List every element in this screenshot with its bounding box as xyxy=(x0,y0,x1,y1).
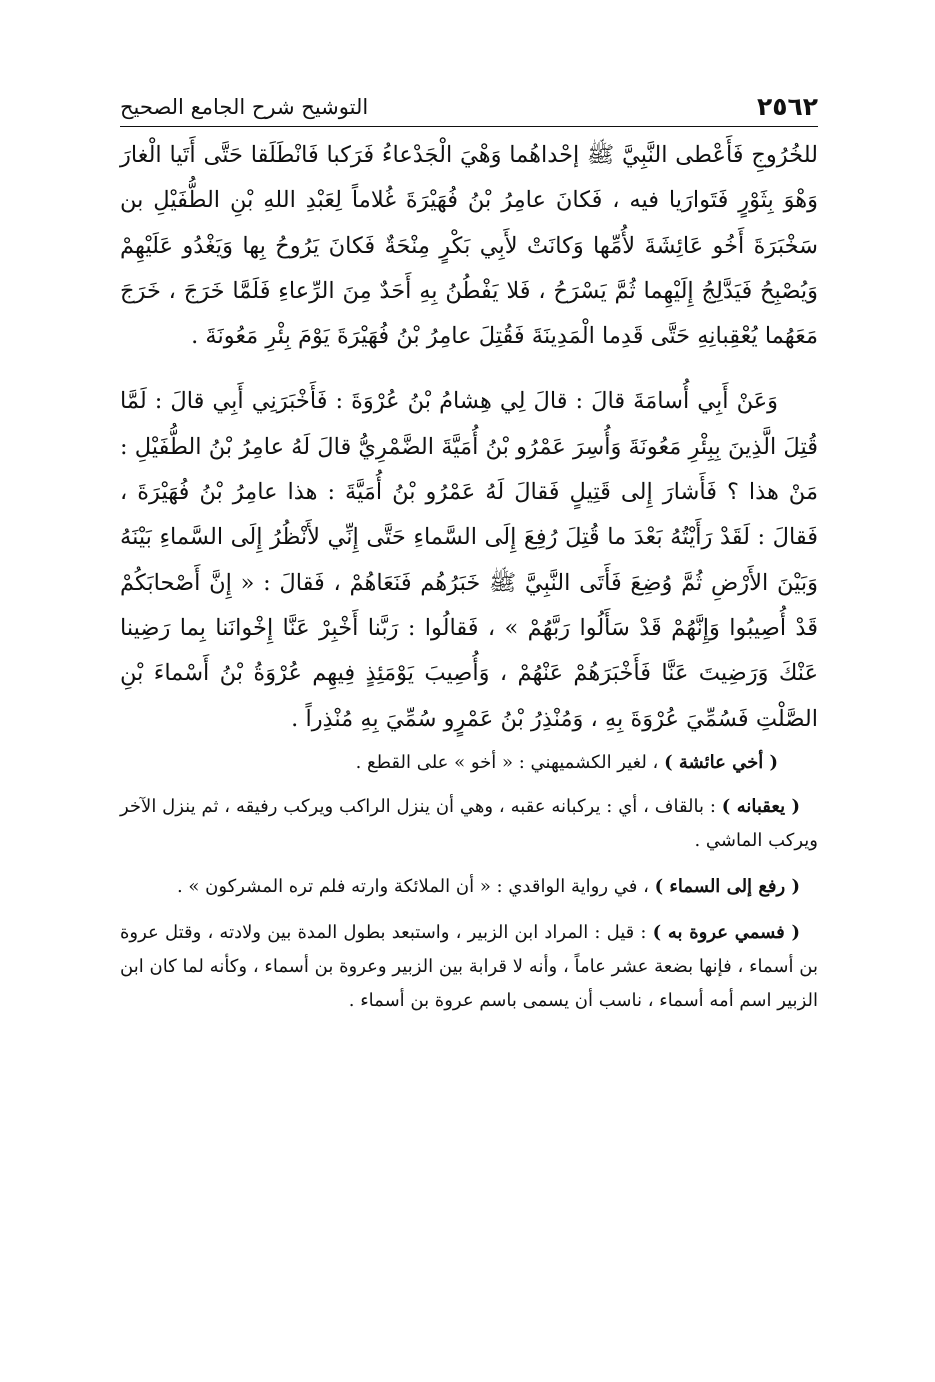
commentary-text: ، لغير الكشميهني : « أخو » على القطع . xyxy=(355,751,665,773)
commentary-text: : قيل : المراد ابن الزبير ، واستبعد بطول المدة بين ولادته ، وقتل عروة بن أسماء ، فإنها بضعة عشر عاماً ، وأنه لا قرابة بين الزبير وعروة بن أسماء ، وكأنه لما كان ابن الزبير اسم أمه أسماء ، ناسب أن يسمى باسم عروة بن أسماء . xyxy=(120,921,818,1011)
commentary-section xyxy=(120,746,818,1018)
commentary-text: : بالقاف ، أي : يركبانه عقبه ، وهي أن ينزل الراكب ويركب رفيقه ، ثم ينزل الآخر ويركب الماشي . xyxy=(120,795,818,851)
page-header xyxy=(120,78,818,127)
commentary-entry xyxy=(120,790,818,858)
commentary-entry xyxy=(120,870,818,904)
book-page xyxy=(120,78,818,1030)
commentary-term: ( أخي عائشة ) xyxy=(664,751,778,773)
commentary-entry xyxy=(120,916,818,1018)
commentary-text: ، في رواية الواقدي : « أن الملائكة وارته فلم تره المشركون » . xyxy=(176,875,655,897)
commentary-term: ( يعقبانه ) xyxy=(721,795,800,817)
commentary-entry xyxy=(120,746,818,780)
book-title: التوشيح شرح الجامع الصحيح xyxy=(120,95,369,119)
page-number: ٢٥٦٢ xyxy=(756,92,818,121)
commentary-term: ( رفع إلى السماء ) xyxy=(654,875,800,897)
hadith-paragraph-1: للخُرُوجِ فَأَعْطى النَّبِيَّ ﷺ إحْداهُما وَهْيَ الْجَدْعاءُ فَرَكبا فَانْطَلَقا حَتَّى أَتَيا الْغارَ وَهْوَ بِثَوْرٍ فَتَوارَيا فيه ، فَكانَ عامِرُ بْنُ فُهَيْرَةَ غُلاماً لِعَبْدِ اللهِ بْنِ الطُّفَيْلِ بن سَخْبَرَةَ أَخُو عَائِشَةَ لأُمِّها وَكانَتْ لأَبِي بَكْرٍ مِنْحَةٌ فَكانَ يَرُوحُ بِها وَيَغْدُو عَلَيْهِمْ وَيُصْبِحُ فَيَدَّلِجُ إِلَيْهِما ثُمَّ يَسْرَحُ ، فَلا يَفْطُنُ بِهِ أَحَدٌ مِنَ الرِّعاءِ فَلَمَّا خَرَجَ ، خَرَجَ مَعَهُما يُعْقِبانِهِ حَتَّى قَدِما الْمَدِينَةَ فَقُتِلَ عامِرُ بْنُ فُهَيْرَةَ يَوْمَ بِئْرِ مَعُونَةَ . xyxy=(120,142,818,350)
hadith-text xyxy=(120,133,818,742)
commentary-term: ( فسمي عروة به ) xyxy=(652,921,800,943)
hadith-paragraph-2: وَعَنْ أَبِي أُسامَةَ قالَ : قالَ لِي هِشامُ بْنُ عُرْوَةَ : فَأَخْبَرَنِي أَبِي قالَ : لَمَّا قُتِلَ الَّذِينَ بِبِئْرِ مَعُونَةَ وَأُسِرَ عَمْرُو بْنُ أُمَيَّةَ الضَّمْرِيُّ قالَ لَهُ عامِرُ بْنُ الطُّفَيْلِ : مَنْ هذا ؟ فَأَشارَ إِلى قَتِيلٍ فَقالَ لَهُ عَمْرُو بْنُ أُمَيَّةَ : هذا عامِرُ بْنُ فُهَيْرَةَ ، فَقالَ : لَقَدْ رَأَيْتُهُ بَعْدَ ما قُتِلَ رُفِعَ إِلَى السَّماءِ حَتَّى إِنِّي لأَنْظُرُ إِلَى السَّماءِ بَيْنَهُ وَبَيْنَ الأَرْضِ ثُمَّ وُضِعَ فَأَتَى النَّبِيَّ ﷺ خَبَرُهُم فَنَعَاهُمْ ، فَقالَ : « إِنَّ أَصْحابَكُمْ قَدْ أُصِيبُوا وَإِنَّهُمْ قَدْ سَأَلُوا رَبَّهُمْ » ، فَقالُوا : رَبَّنا أَخْبِرْ عَنَّا إِخْوانَنا بِما رَضِينا عَنْكَ وَرَضِيتَ عَنَّا فَأَخْبَرَهُمْ عَنْهُمْ ، وَأُصِيبَ يَوْمَئِذٍ فِيهِم عُرْوَةُ بْنُ أَسْماءَ بْنِ الصَّلْتِ فَسُمِّيَ عُرْوَةَ بِهِ ، وَمُنْذِرُ بْنُ عَمْرٍو سُمِّيَ بِهِ مُنْذِراً . xyxy=(120,388,818,732)
